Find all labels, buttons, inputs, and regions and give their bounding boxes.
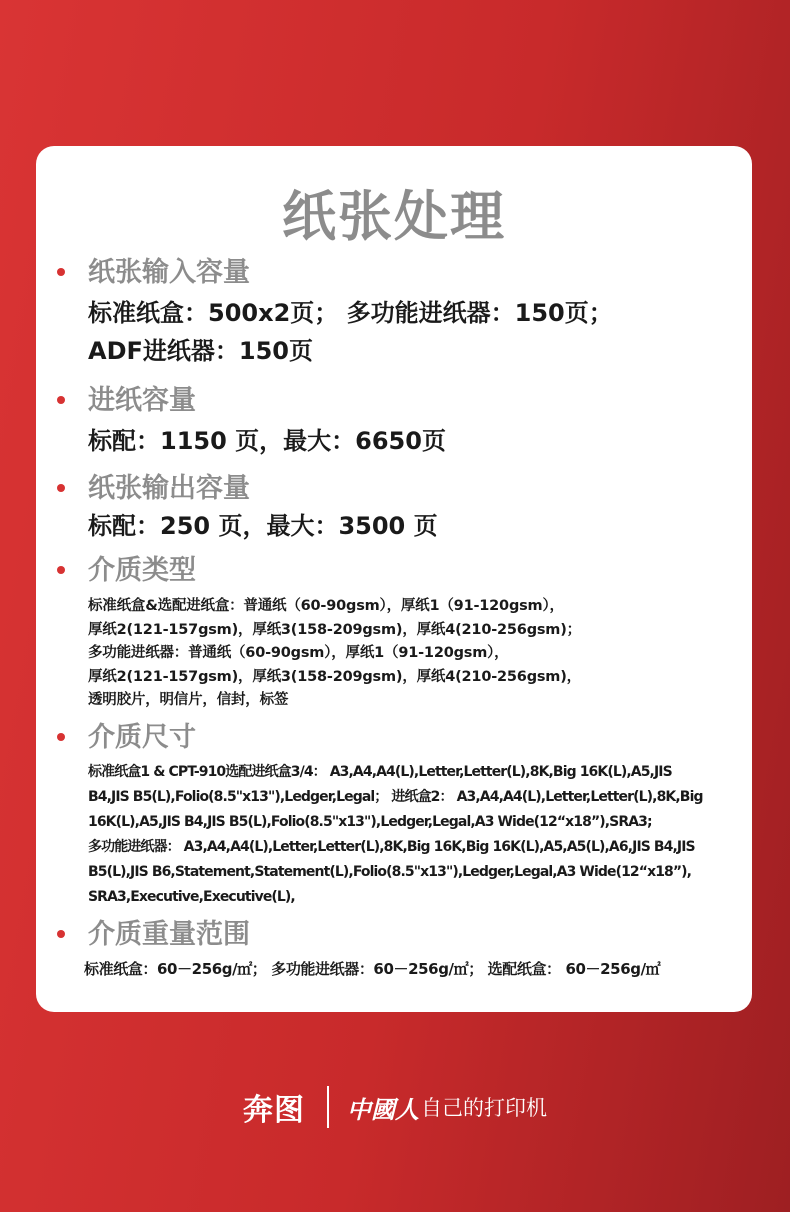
section-line: 标准纸盒1 & CPT-910选配进纸盒3/4： A3,A4,A4(L),Letter,Letter(L),8K,Big 16K(L),A5,JIS — [88, 764, 672, 780]
section-media-type — [88, 554, 740, 713]
footer-divider — [327, 1086, 329, 1128]
section-line: 标配：250 页，最大：3500 页 — [88, 512, 438, 540]
section-heading: 进纸容量 — [88, 385, 196, 416]
section-line: 厚纸2(121-157gsm)，厚纸3(158-209gsm)，厚纸4(210-256gsm)； — [88, 621, 581, 638]
section-heading: 介质重量范围 — [88, 919, 250, 950]
bullet-dot — [57, 733, 65, 741]
section-media-size — [88, 721, 740, 910]
section-heading: 纸张输出容量 — [88, 473, 250, 504]
section-line: 标配：1150 页，最大：6650页 — [88, 427, 446, 455]
section-line: 多功能进纸器：普通纸（60-90gsm），厚纸1（91-120gsm）， — [88, 645, 509, 661]
bullet-dot — [57, 484, 65, 492]
bullet-dot — [57, 268, 65, 276]
section-output-capacity — [88, 472, 740, 545]
section-heading: 介质类型 — [88, 555, 196, 586]
bullet-dot — [57, 930, 65, 938]
content-card — [36, 146, 752, 1012]
page-title: 纸张处理 — [282, 185, 506, 248]
section-line: 标准纸盒：500x2页； 多功能进纸器：150页； — [88, 299, 613, 327]
section-line: 标准纸盒：60－256g/㎡； 多功能进纸器：60－256g/㎡； 选配纸盒： 60－256g/㎡ — [84, 960, 661, 978]
pantum-logo: 奔图 — [243, 1093, 305, 1128]
bullet-dot — [57, 566, 65, 574]
section-line: B5(L),JIS B6,Statement,Statement(L),Folio(8.5"x13"),Ledger,Legal,A3 Wide(12“x18”), — [88, 864, 692, 880]
section-line: ADF进纸器：150页 — [88, 337, 313, 365]
section-line: 透明胶片，明信片，信封，标签 — [88, 692, 289, 708]
slogan-script-logo: 中國人 — [347, 1094, 419, 1124]
slogan-text: 自己的打印机 — [421, 1096, 547, 1120]
section-line: B4,JIS B5(L),Folio(8.5"x13"),Ledger,Legal； 进纸盒2： A3,A4,A4(L),Letter,Letter(L),8K,Big — [88, 789, 703, 805]
section-line: 16K(L),A5,JIS B4,JIS B5(L),Folio(8.5"x13"),Ledger,Legal,A3 Wide(12“x18”),SRA3; — [88, 814, 652, 830]
section-line: 厚纸2(121-157gsm)，厚纸3(158-209gsm)，厚纸4(210-256gsm)， — [88, 668, 581, 685]
section-feed-capacity — [88, 384, 740, 460]
section-input-capacity — [88, 256, 740, 370]
section-line: SRA3,Executive,Executive(L), — [88, 889, 295, 905]
section-heading: 纸张输入容量 — [88, 257, 250, 288]
section-line: 多功能进纸器： A3,A4,A4(L),Letter,Letter(L),8K,Big 16K,Big 16K(L),A5,A5(L),A6,JIS B4,JIS — [88, 839, 695, 855]
section-heading: 介质尺寸 — [88, 722, 196, 753]
section-line: 标准纸盒&选配进纸盒：普通纸（60-90gsm），厚纸1（91-120gsm）， — [88, 598, 564, 614]
bullet-dot — [57, 396, 65, 404]
section-media-weight — [84, 918, 740, 979]
footer-brand-bar — [0, 1084, 790, 1130]
